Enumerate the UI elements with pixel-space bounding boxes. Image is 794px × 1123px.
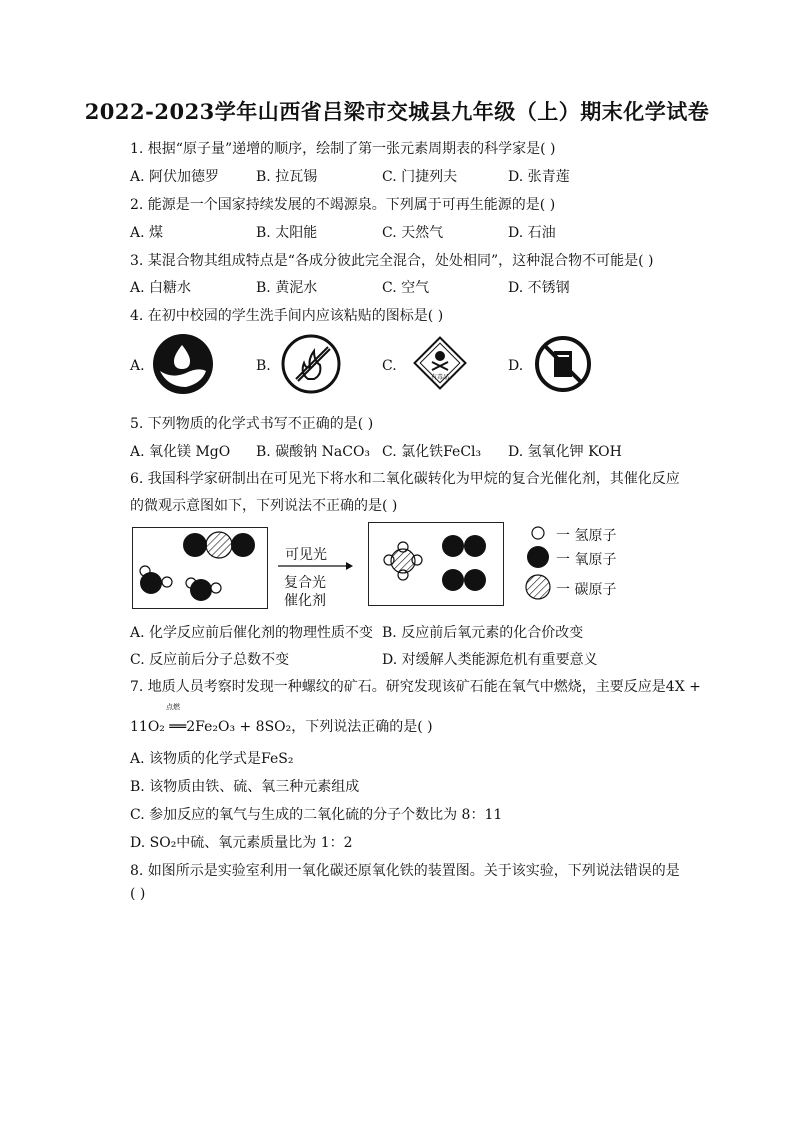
q6-option-b: B. 反应前后氧元素的化合价改变 <box>382 625 584 641</box>
question-6-stem-line1: 6. 我国科学家研制出在可见光下将水和二氧化碳转化为甲烷的复合光催化剂，其催化反应 <box>130 471 680 487</box>
q3-option-d: D. 不锈钢 <box>508 280 570 296</box>
question-2-stem: 2. 能源是一个国家持续发展的不竭源泉。下列属于可再生能源的是( ) <box>130 197 556 213</box>
q7-option-d: D. SO₂中硫、氧元素质量比为 1：2 <box>130 835 353 851</box>
legend-carbon: 一 碳原子 <box>556 582 617 598</box>
page-title: 2022-2023学年山西省吕梁市交城县九年级（上）期末化学试卷 <box>84 99 710 124</box>
product-molecules <box>369 523 503 605</box>
q2-option-c: C. 天然气 <box>382 225 444 241</box>
q1-option-a: A. 阿伏加德罗 <box>130 169 220 185</box>
q5-option-d: D. 氢氧化钾 KOH <box>508 444 622 460</box>
reaction-condition-bottom-1: 复合光 <box>284 575 326 591</box>
q4-option-d: D. <box>508 358 524 374</box>
water-saving-icon <box>152 333 214 395</box>
question-3-stem: 3. 某混合物其组成特点是“各成分彼此完全混合，处处相同”，这种混合物不可能是( ) <box>130 253 654 269</box>
reaction-condition-ignite: 点燃 <box>166 703 180 711</box>
q5-option-b: B. 碳酸钠 NaCO₃ <box>256 444 371 460</box>
q5-option-c: C. 氯化铁FeCl₃ <box>382 444 482 460</box>
reaction-condition-top: 可见光 <box>285 547 327 563</box>
question-8-stem-line2: ( ) <box>130 886 146 902</box>
q4-option-a: A. <box>130 358 145 374</box>
q6-option-d: D. 对缓解人类能源危机有重要意义 <box>382 652 598 668</box>
question-1-stem: 1. 根据“原子量”递增的顺序，绘制了第一张元素周期表的科学家是( ) <box>130 141 556 157</box>
q2-option-d: D. 石油 <box>508 225 556 241</box>
question-4-stem: 4. 在初中校园的学生洗手间内应该粘贴的图标是( ) <box>130 308 444 324</box>
q7-option-b: B. 该物质由铁、硫、氧三种元素组成 <box>130 779 360 795</box>
q5-option-a: A. 氧化镁 MgO <box>130 444 231 460</box>
no-littering-icon <box>534 335 592 393</box>
q7-option-a: A. 该物质的化学式是FeS₂ <box>130 751 294 767</box>
q3-option-c: C. 空气 <box>382 280 430 296</box>
q1-option-b: B. 拉瓦锡 <box>256 169 318 185</box>
atom-legend-symbols <box>524 522 554 602</box>
toxic-substance-icon <box>408 331 472 395</box>
q4-option-c: C. <box>382 358 397 374</box>
q2-option-b: B. 太阳能 <box>256 225 318 241</box>
toxic-icon-label: 有毒品 <box>430 374 449 381</box>
q7-option-c: C. 参加反应的氧气与生成的二氧化硫的分子个数比为 8：11 <box>130 807 503 823</box>
reactant-molecules <box>133 528 267 608</box>
question-7-equation: 11O₂ ══2Fe₂O₃ + 8SO₂，下列说法正确的是( ) <box>130 719 433 735</box>
reaction-condition-bottom-2: 催化剂 <box>284 593 326 609</box>
legend-oxygen: 一 氧原子 <box>556 552 617 568</box>
q6-option-a: A. 化学反应前后催化剂的物理性质不变 <box>130 625 374 641</box>
q3-option-a: A. 白糖水 <box>130 280 192 296</box>
reaction-arrow-icon <box>276 560 354 572</box>
question-8-stem-line1: 8. 如图所示是实验室利用一氧化碳还原氧化铁的装置图。关于该实验，下列说法错误的是 <box>130 863 680 879</box>
no-open-flame-icon <box>280 333 342 395</box>
q4-option-b: B. <box>256 358 271 374</box>
q6-option-c: C. 反应前后分子总数不变 <box>130 652 290 668</box>
q1-option-d: D. 张青莲 <box>508 169 570 185</box>
q3-option-b: B. 黄泥水 <box>256 280 318 296</box>
question-5-stem: 5. 下列物质的化学式书写不正确的是( ) <box>130 416 374 432</box>
question-7-stem-line1: 7. 地质人员考察时发现一种螺纹的矿石。研究发现该矿石能在氧气中燃烧，主要反应是4X + <box>130 679 701 695</box>
question-6-stem-line2: 的微观示意图如下，下列说法不正确的是( ) <box>130 498 398 514</box>
q2-option-a: A. 煤 <box>130 225 164 241</box>
q1-option-c: C. 门捷列夫 <box>382 169 458 185</box>
legend-hydrogen: 一 氢原子 <box>556 528 617 544</box>
